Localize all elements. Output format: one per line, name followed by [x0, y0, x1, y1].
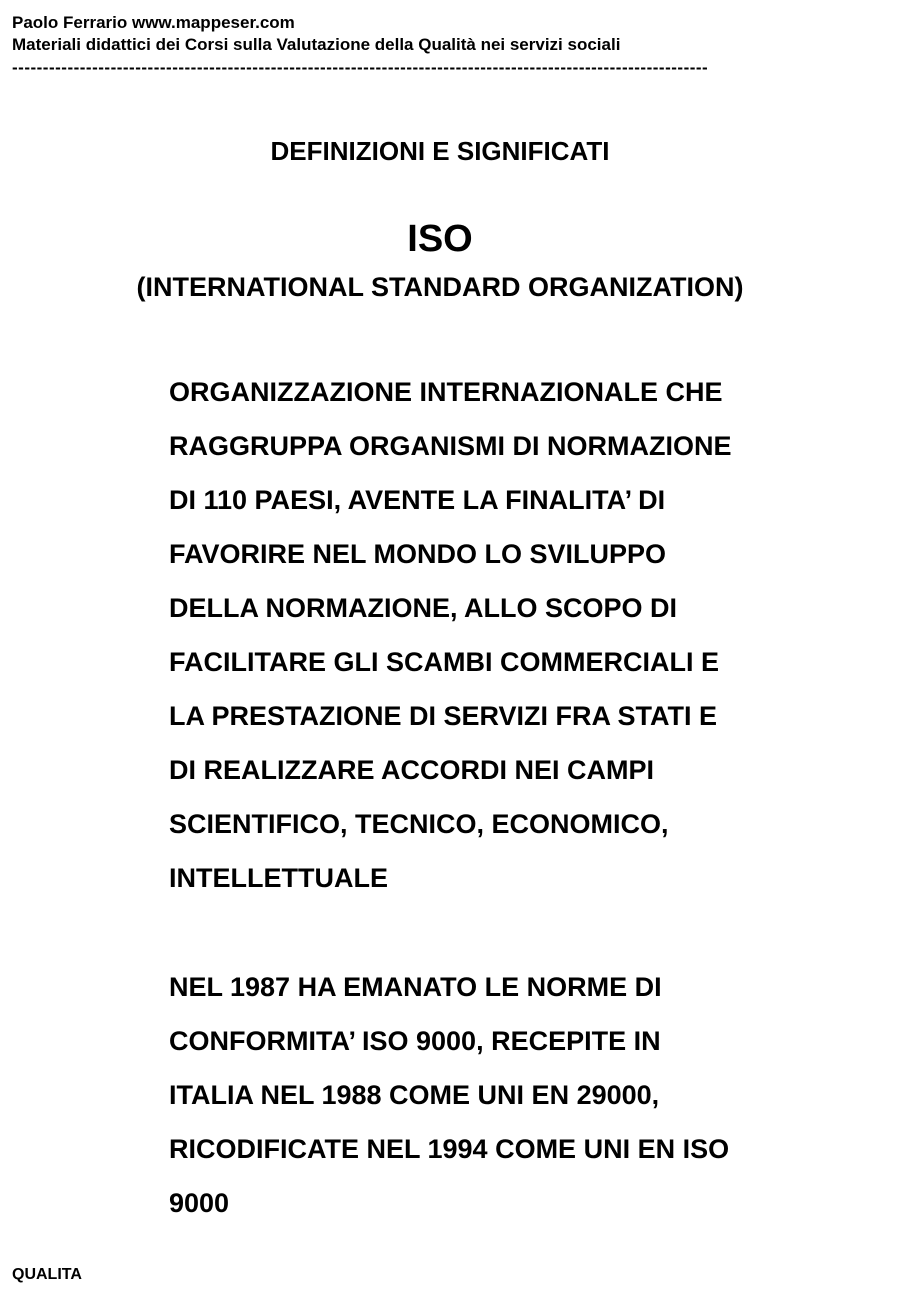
definition-paragraph	[169, 365, 869, 905]
paragraph-line: RICODIFICATE NEL 1994 COME UNI EN ISO	[169, 1134, 730, 1164]
paragraph-line: FAVORIRE NEL MONDO LO SVILUPPO	[169, 539, 667, 569]
course-line: Materiali didattici dei Corsi sulla Valutazione della Qualità nei servizi sociali	[12, 35, 621, 54]
author-line: Paolo Ferrario www.mappeser.com	[12, 13, 295, 32]
paragraph-line: LA PRESTAZIONE DI SERVIZI FRA STATI E	[169, 701, 718, 731]
paragraph-line: SCIENTIFICO, TECNICO, ECONOMICO,	[169, 809, 669, 839]
paragraph-line: 9000	[169, 1188, 230, 1218]
history-paragraph	[169, 960, 869, 1230]
paragraph-line: ORGANIZZAZIONE INTERNAZIONALE CHE	[169, 377, 723, 407]
section-title: DEFINIZIONI E SIGNIFICATI	[270, 136, 610, 166]
paragraph-line: ITALIA NEL 1988 COME UNI EN 29000,	[169, 1080, 660, 1110]
term-title: ISO	[407, 218, 473, 260]
paragraph-line: CONFORMITA’ ISO 9000, RECEPITE IN	[169, 1026, 661, 1056]
paragraph-line: FACILITARE GLI SCAMBI COMMERCIALI E	[169, 647, 719, 677]
header-divider: -----------------------------------------------------------------------------------------------------------------	[12, 58, 709, 77]
page-header	[12, 12, 620, 56]
footer-label: QUALITA	[12, 1266, 82, 1283]
paragraph-line: DI REALIZZARE ACCORDI NEI CAMPI	[169, 755, 654, 785]
paragraph-line: INTELLETTUALE	[169, 863, 388, 893]
term-expansion: (INTERNATIONAL STANDARD ORGANIZATION)	[136, 272, 744, 302]
paragraph-line: RAGGRUPPA ORGANISMI DI NORMAZIONE	[169, 431, 732, 461]
paragraph-line: DELLA NORMAZIONE, ALLO SCOPO DI	[169, 593, 677, 623]
paragraph-line: DI 110 PAESI, AVENTE LA FINALITA’ DI	[169, 485, 666, 515]
paragraph-line: NEL 1987 HA EMANATO LE NORME DI	[169, 972, 662, 1002]
